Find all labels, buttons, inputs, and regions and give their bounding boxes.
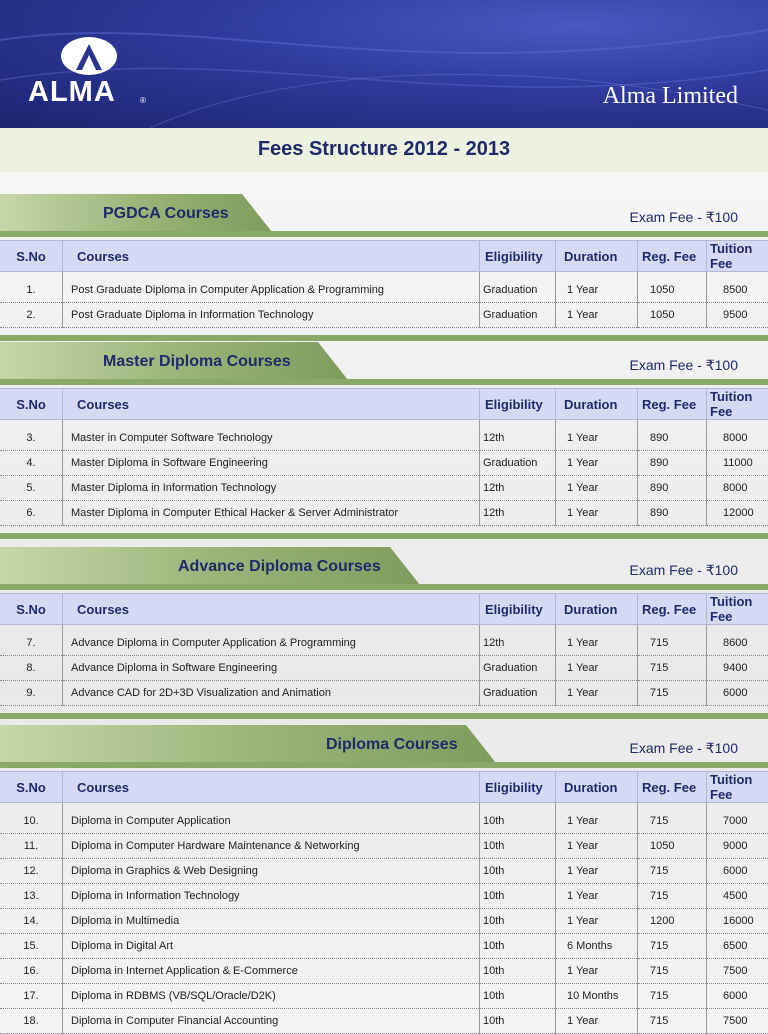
duration-cell: 1 Year (556, 476, 638, 501)
reg-fee-cell: 1050 (638, 834, 707, 859)
sno-cell: 12. (0, 859, 63, 884)
course-section (0, 713, 768, 761)
course-name-cell: Master Diploma in Information Technology (63, 476, 480, 501)
duration-cell: 1 Year (556, 681, 638, 706)
eligibility-cell: 10th (480, 934, 556, 959)
table-row (0, 809, 768, 834)
exam-fee-label: Exam Fee - ₹100 (629, 562, 738, 579)
course-name-cell: Advance Diploma in Computer Application & Programming (63, 631, 480, 656)
tuition-fee-header: Tuition Fee (707, 594, 768, 625)
duration-cell: 1 Year (556, 451, 638, 476)
eligibility-cell: Graduation (480, 303, 556, 328)
duration-cell: 1 Year (556, 909, 638, 934)
eligibility-cell: 10th (480, 984, 556, 1009)
course-section (0, 330, 768, 378)
eligibility-cell: 12th (480, 501, 556, 526)
table-row (0, 426, 768, 451)
eligibility-cell: 12th (480, 426, 556, 451)
eligibility-cell: 12th (480, 476, 556, 501)
eligibility-header: Eligibility (480, 772, 556, 803)
eligibility-cell: 12th (480, 631, 556, 656)
reg-fee-cell: 890 (638, 451, 707, 476)
table-header-row (0, 241, 768, 272)
reg-fee-cell: 1050 (638, 278, 707, 303)
tuition-fee-cell: 4500 (707, 884, 768, 909)
reg-fee-cell: 715 (638, 809, 707, 834)
duration-cell: 1 Year (556, 809, 638, 834)
sno-header: S.No (0, 772, 63, 803)
reg-fee-cell: 890 (638, 476, 707, 501)
fee-table (0, 593, 768, 706)
sno-cell: 11. (0, 834, 63, 859)
tuition-fee-cell: 8000 (707, 426, 768, 451)
reg-fee-cell: 715 (638, 631, 707, 656)
sno-cell: 14. (0, 909, 63, 934)
eligibility-header: Eligibility (480, 389, 556, 420)
eligibility-cell: 10th (480, 909, 556, 934)
eligibility-cell: 10th (480, 834, 556, 859)
duration-header: Duration (556, 772, 638, 803)
tuition-fee-cell: 6500 (707, 934, 768, 959)
course-name-cell: Post Graduate Diploma in Computer Application & Programming (63, 278, 480, 303)
course-name-cell: Master in Computer Software Technology (63, 426, 480, 451)
tuition-fee-cell: 6000 (707, 859, 768, 884)
sno-cell: 18. (0, 1009, 63, 1034)
course-name-cell: Master Diploma in Software Engineering (63, 451, 480, 476)
exam-fee-label: Exam Fee - ₹100 (629, 357, 738, 374)
eligibility-header: Eligibility (480, 594, 556, 625)
table-header-row (0, 594, 768, 625)
section-title: Advance Diploma Courses (178, 547, 381, 585)
duration-cell: 1 Year (556, 631, 638, 656)
reg-fee-cell: 715 (638, 959, 707, 984)
alma-logo (28, 36, 150, 108)
reg-fee-cell: 715 (638, 859, 707, 884)
title-bar (0, 128, 768, 172)
tuition-fee-header: Tuition Fee (707, 241, 768, 272)
eligibility-header: Eligibility (480, 241, 556, 272)
eligibility-cell: 10th (480, 1009, 556, 1034)
section-divider (0, 584, 768, 590)
fee-table (0, 240, 768, 328)
duration-cell: 1 Year (556, 1009, 638, 1034)
course-name-cell: Diploma in Internet Application & E-Commerce (63, 959, 480, 984)
course-name-cell: Diploma in Computer Application (63, 809, 480, 834)
eligibility-cell: Graduation (480, 278, 556, 303)
tuition-fee-cell: 8600 (707, 631, 768, 656)
reg-fee-header: Reg. Fee (638, 241, 707, 272)
duration-cell: 10 Months (556, 984, 638, 1009)
sno-header: S.No (0, 594, 63, 625)
sno-cell: 3. (0, 426, 63, 451)
fee-table (0, 771, 768, 1034)
table-row (0, 959, 768, 984)
eligibility-cell: Graduation (480, 656, 556, 681)
sno-cell: 4. (0, 451, 63, 476)
sno-cell: 7. (0, 631, 63, 656)
sno-cell: 6. (0, 501, 63, 526)
tuition-fee-cell: 9000 (707, 834, 768, 859)
reg-fee-cell: 715 (638, 984, 707, 1009)
sno-cell: 9. (0, 681, 63, 706)
eligibility-cell: 10th (480, 809, 556, 834)
duration-cell: 1 Year (556, 959, 638, 984)
reg-fee-header: Reg. Fee (638, 772, 707, 803)
header-banner (0, 0, 768, 128)
course-name-cell: Diploma in Graphics & Web Designing (63, 859, 480, 884)
tuition-fee-header: Tuition Fee (707, 772, 768, 803)
course-name-cell: Post Graduate Diploma in Information Technology (63, 303, 480, 328)
eligibility-cell: Graduation (480, 681, 556, 706)
table-header-row (0, 389, 768, 420)
tuition-fee-cell: 9500 (707, 303, 768, 328)
sno-cell: 8. (0, 656, 63, 681)
table-row (0, 303, 768, 328)
logo-mark-icon (60, 36, 118, 76)
section-header (0, 330, 768, 378)
tuition-fee-cell: 8000 (707, 476, 768, 501)
eligibility-cell: 10th (480, 884, 556, 909)
duration-cell: 1 Year (556, 501, 638, 526)
logo-registered-mark: ® (140, 96, 146, 105)
reg-fee-cell: 715 (638, 934, 707, 959)
tuition-fee-header: Tuition Fee (707, 389, 768, 420)
section-title: PGDCA Courses (103, 194, 229, 232)
tuition-fee-cell: 12000 (707, 501, 768, 526)
table-row (0, 834, 768, 859)
course-name-cell: Advance CAD for 2D+3D Visualization and Animation (63, 681, 480, 706)
eligibility-cell: Graduation (480, 451, 556, 476)
tuition-fee-cell: 16000 (707, 909, 768, 934)
course-name-cell: Master Diploma in Computer Ethical Hacker & Server Administrator (63, 501, 480, 526)
duration-cell: 1 Year (556, 656, 638, 681)
sno-cell: 17. (0, 984, 63, 1009)
duration-cell: 1 Year (556, 884, 638, 909)
reg-fee-cell: 715 (638, 884, 707, 909)
course-name-cell: Diploma in RDBMS (VB/SQL/Oracle/D2K) (63, 984, 480, 1009)
duration-cell: 1 Year (556, 303, 638, 328)
table-row (0, 278, 768, 303)
sno-header: S.No (0, 389, 63, 420)
reg-fee-header: Reg. Fee (638, 389, 707, 420)
tuition-fee-cell: 9400 (707, 656, 768, 681)
course-section (0, 182, 768, 230)
table-row (0, 656, 768, 681)
fee-table (0, 388, 768, 526)
reg-fee-cell: 890 (638, 426, 707, 451)
reg-fee-cell: 715 (638, 1009, 707, 1034)
tuition-fee-cell: 7000 (707, 809, 768, 834)
reg-fee-cell: 890 (638, 501, 707, 526)
courses-header: Courses (63, 594, 480, 625)
sno-cell: 15. (0, 934, 63, 959)
duration-header: Duration (556, 241, 638, 272)
tuition-fee-cell: 6000 (707, 681, 768, 706)
reg-fee-cell: 1200 (638, 909, 707, 934)
table-row (0, 476, 768, 501)
table-row (0, 631, 768, 656)
fee-content (0, 172, 768, 1024)
duration-cell: 1 Year (556, 278, 638, 303)
table-row (0, 984, 768, 1009)
courses-header: Courses (63, 772, 480, 803)
reg-fee-header: Reg. Fee (638, 594, 707, 625)
reg-fee-cell: 715 (638, 656, 707, 681)
sno-cell: 16. (0, 959, 63, 984)
course-name-cell: Diploma in Multimedia (63, 909, 480, 934)
logo-text: ALMA (28, 76, 116, 109)
duration-cell: 6 Months (556, 934, 638, 959)
courses-header: Courses (63, 389, 480, 420)
course-section (0, 535, 768, 583)
course-name-cell: Diploma in Digital Art (63, 934, 480, 959)
duration-header: Duration (556, 389, 638, 420)
sno-cell: 10. (0, 809, 63, 834)
sno-header: S.No (0, 241, 63, 272)
table-header-row (0, 772, 768, 803)
exam-fee-label: Exam Fee - ₹100 (629, 209, 738, 226)
table-row (0, 909, 768, 934)
section-title: Master Diploma Courses (103, 342, 291, 380)
table-row (0, 859, 768, 884)
sno-cell: 2. (0, 303, 63, 328)
section-header (0, 535, 768, 583)
table-row (0, 451, 768, 476)
sno-cell: 1. (0, 278, 63, 303)
duration-cell: 1 Year (556, 859, 638, 884)
course-name-cell: Advance Diploma in Software Engineering (63, 656, 480, 681)
exam-fee-label: Exam Fee - ₹100 (629, 740, 738, 757)
eligibility-cell: 10th (480, 959, 556, 984)
sno-cell: 13. (0, 884, 63, 909)
table-row (0, 1009, 768, 1034)
company-name: Alma Limited (603, 83, 738, 110)
table-row (0, 884, 768, 909)
reg-fee-cell: 715 (638, 681, 707, 706)
courses-header: Courses (63, 241, 480, 272)
table-row (0, 501, 768, 526)
reg-fee-cell: 1050 (638, 303, 707, 328)
sno-cell: 5. (0, 476, 63, 501)
duration-header: Duration (556, 594, 638, 625)
course-name-cell: Diploma in Information Technology (63, 884, 480, 909)
section-header (0, 182, 768, 230)
table-row (0, 681, 768, 706)
page-title: Fees Structure 2012 - 2013 (258, 138, 510, 161)
tuition-fee-cell: 8500 (707, 278, 768, 303)
course-name-cell: Diploma in Computer Hardware Maintenance & Networking (63, 834, 480, 859)
eligibility-cell: 10th (480, 859, 556, 884)
table-row (0, 934, 768, 959)
course-name-cell: Diploma in Computer Financial Accounting (63, 1009, 480, 1034)
tuition-fee-cell: 6000 (707, 984, 768, 1009)
duration-cell: 1 Year (556, 834, 638, 859)
tuition-fee-cell: 7500 (707, 959, 768, 984)
section-header (0, 713, 768, 761)
duration-cell: 1 Year (556, 426, 638, 451)
tuition-fee-cell: 7500 (707, 1009, 768, 1034)
tuition-fee-cell: 11000 (707, 451, 768, 476)
section-title: Diploma Courses (326, 725, 458, 763)
